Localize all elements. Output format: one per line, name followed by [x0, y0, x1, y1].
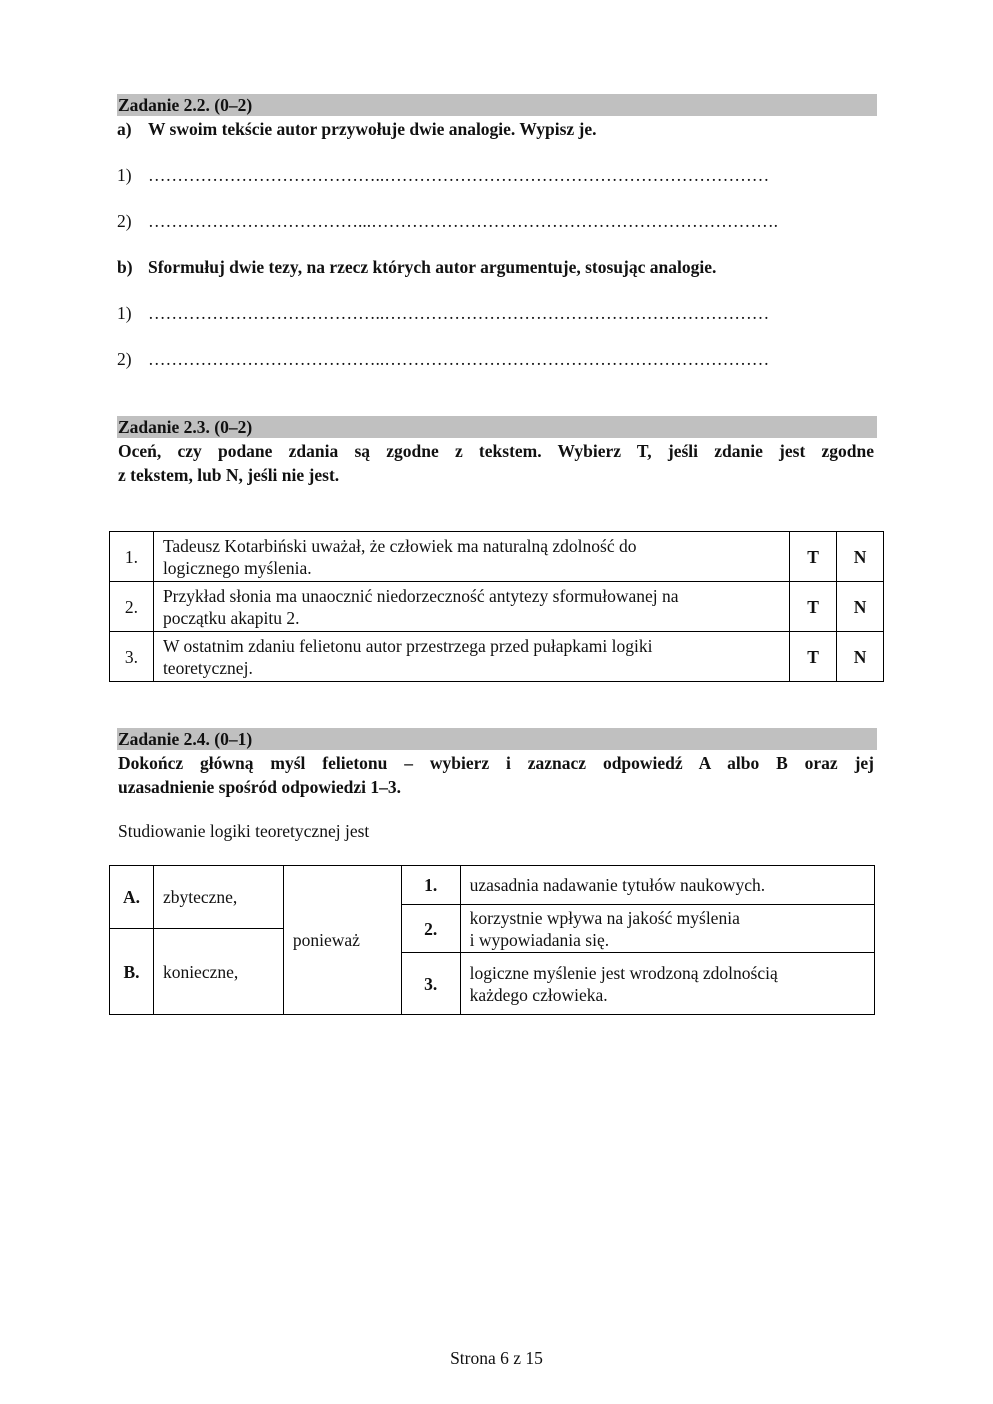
task-2-3-instruction-2: z tekstem, lub N, jeśli nie jest.: [118, 465, 340, 485]
option-a-letter[interactable]: A.: [110, 866, 154, 929]
answer-dots: …………………………………..…………………………………………………………: [148, 303, 770, 323]
option-b-letter[interactable]: B.: [110, 929, 154, 1015]
false-option[interactable]: N: [837, 532, 884, 582]
page-footer: Strona 6 z 15: [450, 1348, 543, 1368]
table-row: [110, 632, 884, 682]
answer-dots: ………………………………...…………………………………………………………….: [148, 211, 778, 231]
task-2-3-instruction-1: Oceń, czy podane zdania są zgodne z tekstem. Wybierz T, jeśli zdanie jest zgodne: [118, 441, 874, 461]
row-number: 2.: [110, 582, 154, 632]
answer-line-b2[interactable]: [117, 348, 877, 370]
statement: Tadeusz Kotarbiński uważał, że człowiek ma naturalną zdolność do logicznego myślenia.: [153, 532, 789, 582]
true-false-table: [109, 531, 884, 682]
task-2-4-instruction-2: uzasadnienie spośród odpowiedzi 1–3.: [118, 777, 401, 797]
task-2-2b-instruction: [117, 256, 877, 278]
answer-line-number: 1): [117, 165, 132, 185]
reason-1-text[interactable]: uzasadnia nadawanie tytułów naukowych.: [460, 866, 874, 905]
reason-3-text[interactable]: logiczne myślenie jest wrodzoną zdolnością każdego człowieka.: [460, 953, 874, 1015]
task-2-3-header: Zadanie 2.3. (0–2): [117, 416, 877, 438]
option-a-text[interactable]: zbyteczne,: [153, 866, 283, 929]
row-number: 3.: [110, 632, 154, 682]
connector-text: ponieważ: [283, 866, 401, 1015]
false-option[interactable]: N: [837, 582, 884, 632]
table-row: [110, 582, 884, 632]
answer-line-b1[interactable]: [117, 302, 877, 324]
true-option[interactable]: T: [790, 632, 837, 682]
answer-dots: …………………………………..…………………………………………………………: [148, 349, 770, 369]
false-option[interactable]: N: [837, 632, 884, 682]
reason-2-number[interactable]: 2.: [401, 905, 460, 953]
task-2-4-instruction-1: Dokończ główną myśl felietonu – wybierz i zaznacz odpowiedź A albo B oraz jej: [118, 753, 874, 773]
part-a-label: a): [117, 119, 132, 139]
part-b-text: Sformułuj dwie tezy, na rzecz których autor argumentuje, stosując analogie.: [148, 257, 717, 277]
answer-dots: …………………………………..…………………………………………………………: [148, 165, 770, 185]
table-row: [110, 532, 884, 582]
statement: W ostatnim zdaniu felietonu autor przestrzega przed pułapkami logiki teoretycznej.: [153, 632, 789, 682]
option-b-text[interactable]: konieczne,: [153, 929, 283, 1015]
reason-3-number[interactable]: 3.: [401, 953, 460, 1015]
statement: Przykład słonia ma unaocznić niedorzeczność antytezy sformułowanej na początku akapitu 2.: [153, 582, 789, 632]
task-2-4-header: Zadanie 2.4. (0–1): [117, 728, 877, 750]
task-2-2a-instruction: [117, 118, 877, 140]
true-option[interactable]: T: [790, 532, 837, 582]
choice-table: [109, 865, 875, 1015]
answer-line-a1[interactable]: [117, 164, 877, 186]
part-a-text: W swoim tekście autor przywołuje dwie analogie. Wypisz je.: [148, 119, 597, 139]
answer-line-number: 2): [117, 211, 132, 231]
reason-2-text[interactable]: korzystnie wpływa na jakość myślenia i wypowiadania się.: [460, 905, 874, 953]
answer-line-number: 1): [117, 303, 132, 323]
task-2-2-header: Zadanie 2.2. (0–2): [117, 94, 877, 116]
answer-line-a2[interactable]: [117, 210, 877, 232]
part-b-label: b): [117, 257, 133, 277]
row-number: 1.: [110, 532, 154, 582]
answer-line-number: 2): [117, 349, 132, 369]
task-2-4-stem: Studiowanie logiki teoretycznej jest: [118, 821, 370, 841]
true-option[interactable]: T: [790, 582, 837, 632]
reason-1-number[interactable]: 1.: [401, 866, 460, 905]
